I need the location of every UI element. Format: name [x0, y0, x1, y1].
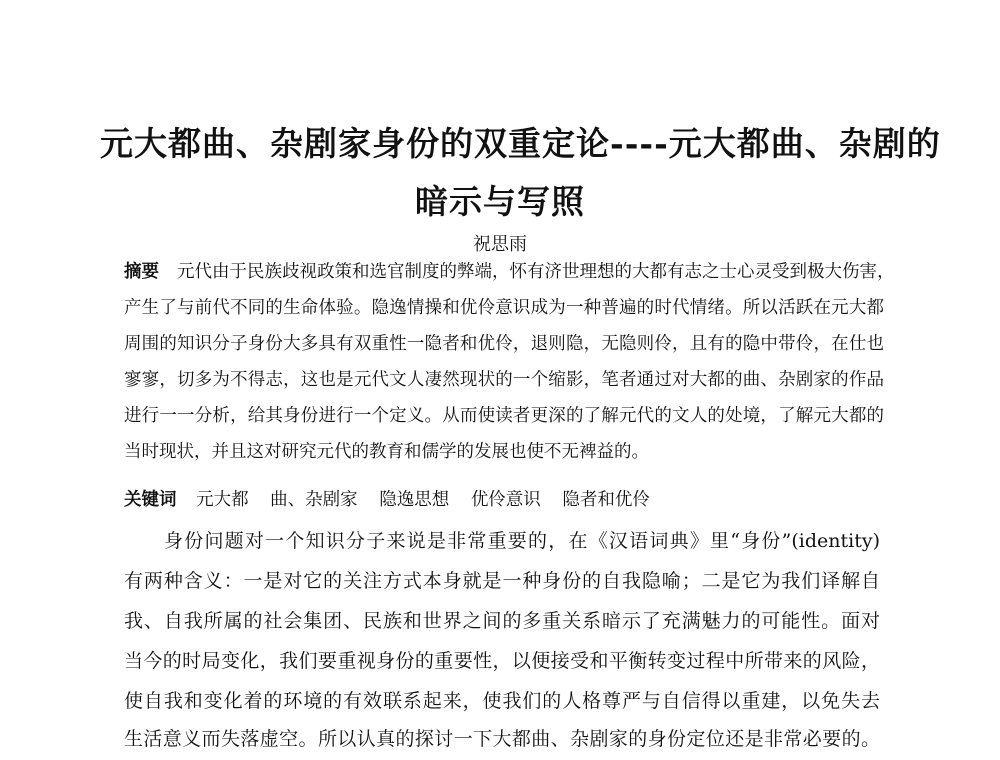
keywords-label: 关键词 [124, 490, 177, 510]
body-paragraph-line: 我、自我所属的社会集团、民族和世界之间的多重关系暗示了充满魅力的可能性。面对 [124, 610, 880, 632]
keyword: 优伶意识 [470, 490, 541, 510]
keyword: 隐逸思想 [379, 490, 450, 510]
abstract-text: 元代由于民族歧视政策和选官制度的弊端，怀有济世理想的大都有志之士心灵受到极大伤害， [177, 262, 895, 282]
abstract-label: 摘要 [124, 262, 159, 282]
keyword: 曲、杂剧家 [270, 490, 358, 510]
keyword: 元大都 [196, 490, 249, 510]
abstract-line: 进行一一分析，给其身份进行一个定义。从而使读者更深的了解元代的文人的处境，了解元大都的 [124, 406, 884, 426]
abstract-line: 产生了与前代不同的生命体验。隐逸情操和优伶意识成为一种普遍的时代情绪。所以活跃在元大都 [124, 298, 884, 318]
author-name: 祝思雨 [473, 234, 527, 255]
body-paragraph-line: 身份问题对一个知识分子来说是非常重要的，在《汉语词典》里“身份”(identity) [164, 530, 880, 552]
body-paragraph-line: 生活意义而失落虚空。所以认真的探讨一下大都曲、杂剧家的身份定位还是非常必要的。 [124, 728, 880, 750]
abstract-line: 当时现状，并且这对研究元代的教育和儒学的发展也使不无裨益的。 [124, 442, 649, 462]
abstract-line: 寥寥，切多为不得志，这也是元代文人凄然现状的一个缩影，笔者通过对大都的曲、杂剧家的作品 [124, 370, 884, 390]
paper-title-line-2: 暗示与写照 [415, 182, 585, 221]
body-paragraph-line: 使自我和变化着的环境的有效联系起来，使我们的人格尊严与自信得以重建，以免失去 [124, 690, 880, 712]
abstract-line: 周围的知识分子身份大多具有双重性一隐者和优伶，退则隐，无隐则伶，且有的隐中带伶，在仕也 [124, 334, 884, 354]
body-paragraph-line: 有两种含义：一是对它的关注方式本身就是一种身份的自我隐喻；二是它为我们译解自 [124, 570, 880, 592]
paper-title-line-1: 元大都曲、杂剧家身份的双重定论----元大都曲、杂剧的 [100, 124, 941, 163]
keyword: 隐者和优伶 [562, 490, 650, 510]
body-paragraph-line: 当今的时局变化，我们要重视身份的重要性，以便接受和平衡转变过程中所带来的风险， [124, 650, 880, 672]
abstract-line [124, 258, 895, 283]
keywords-line [124, 486, 666, 511]
